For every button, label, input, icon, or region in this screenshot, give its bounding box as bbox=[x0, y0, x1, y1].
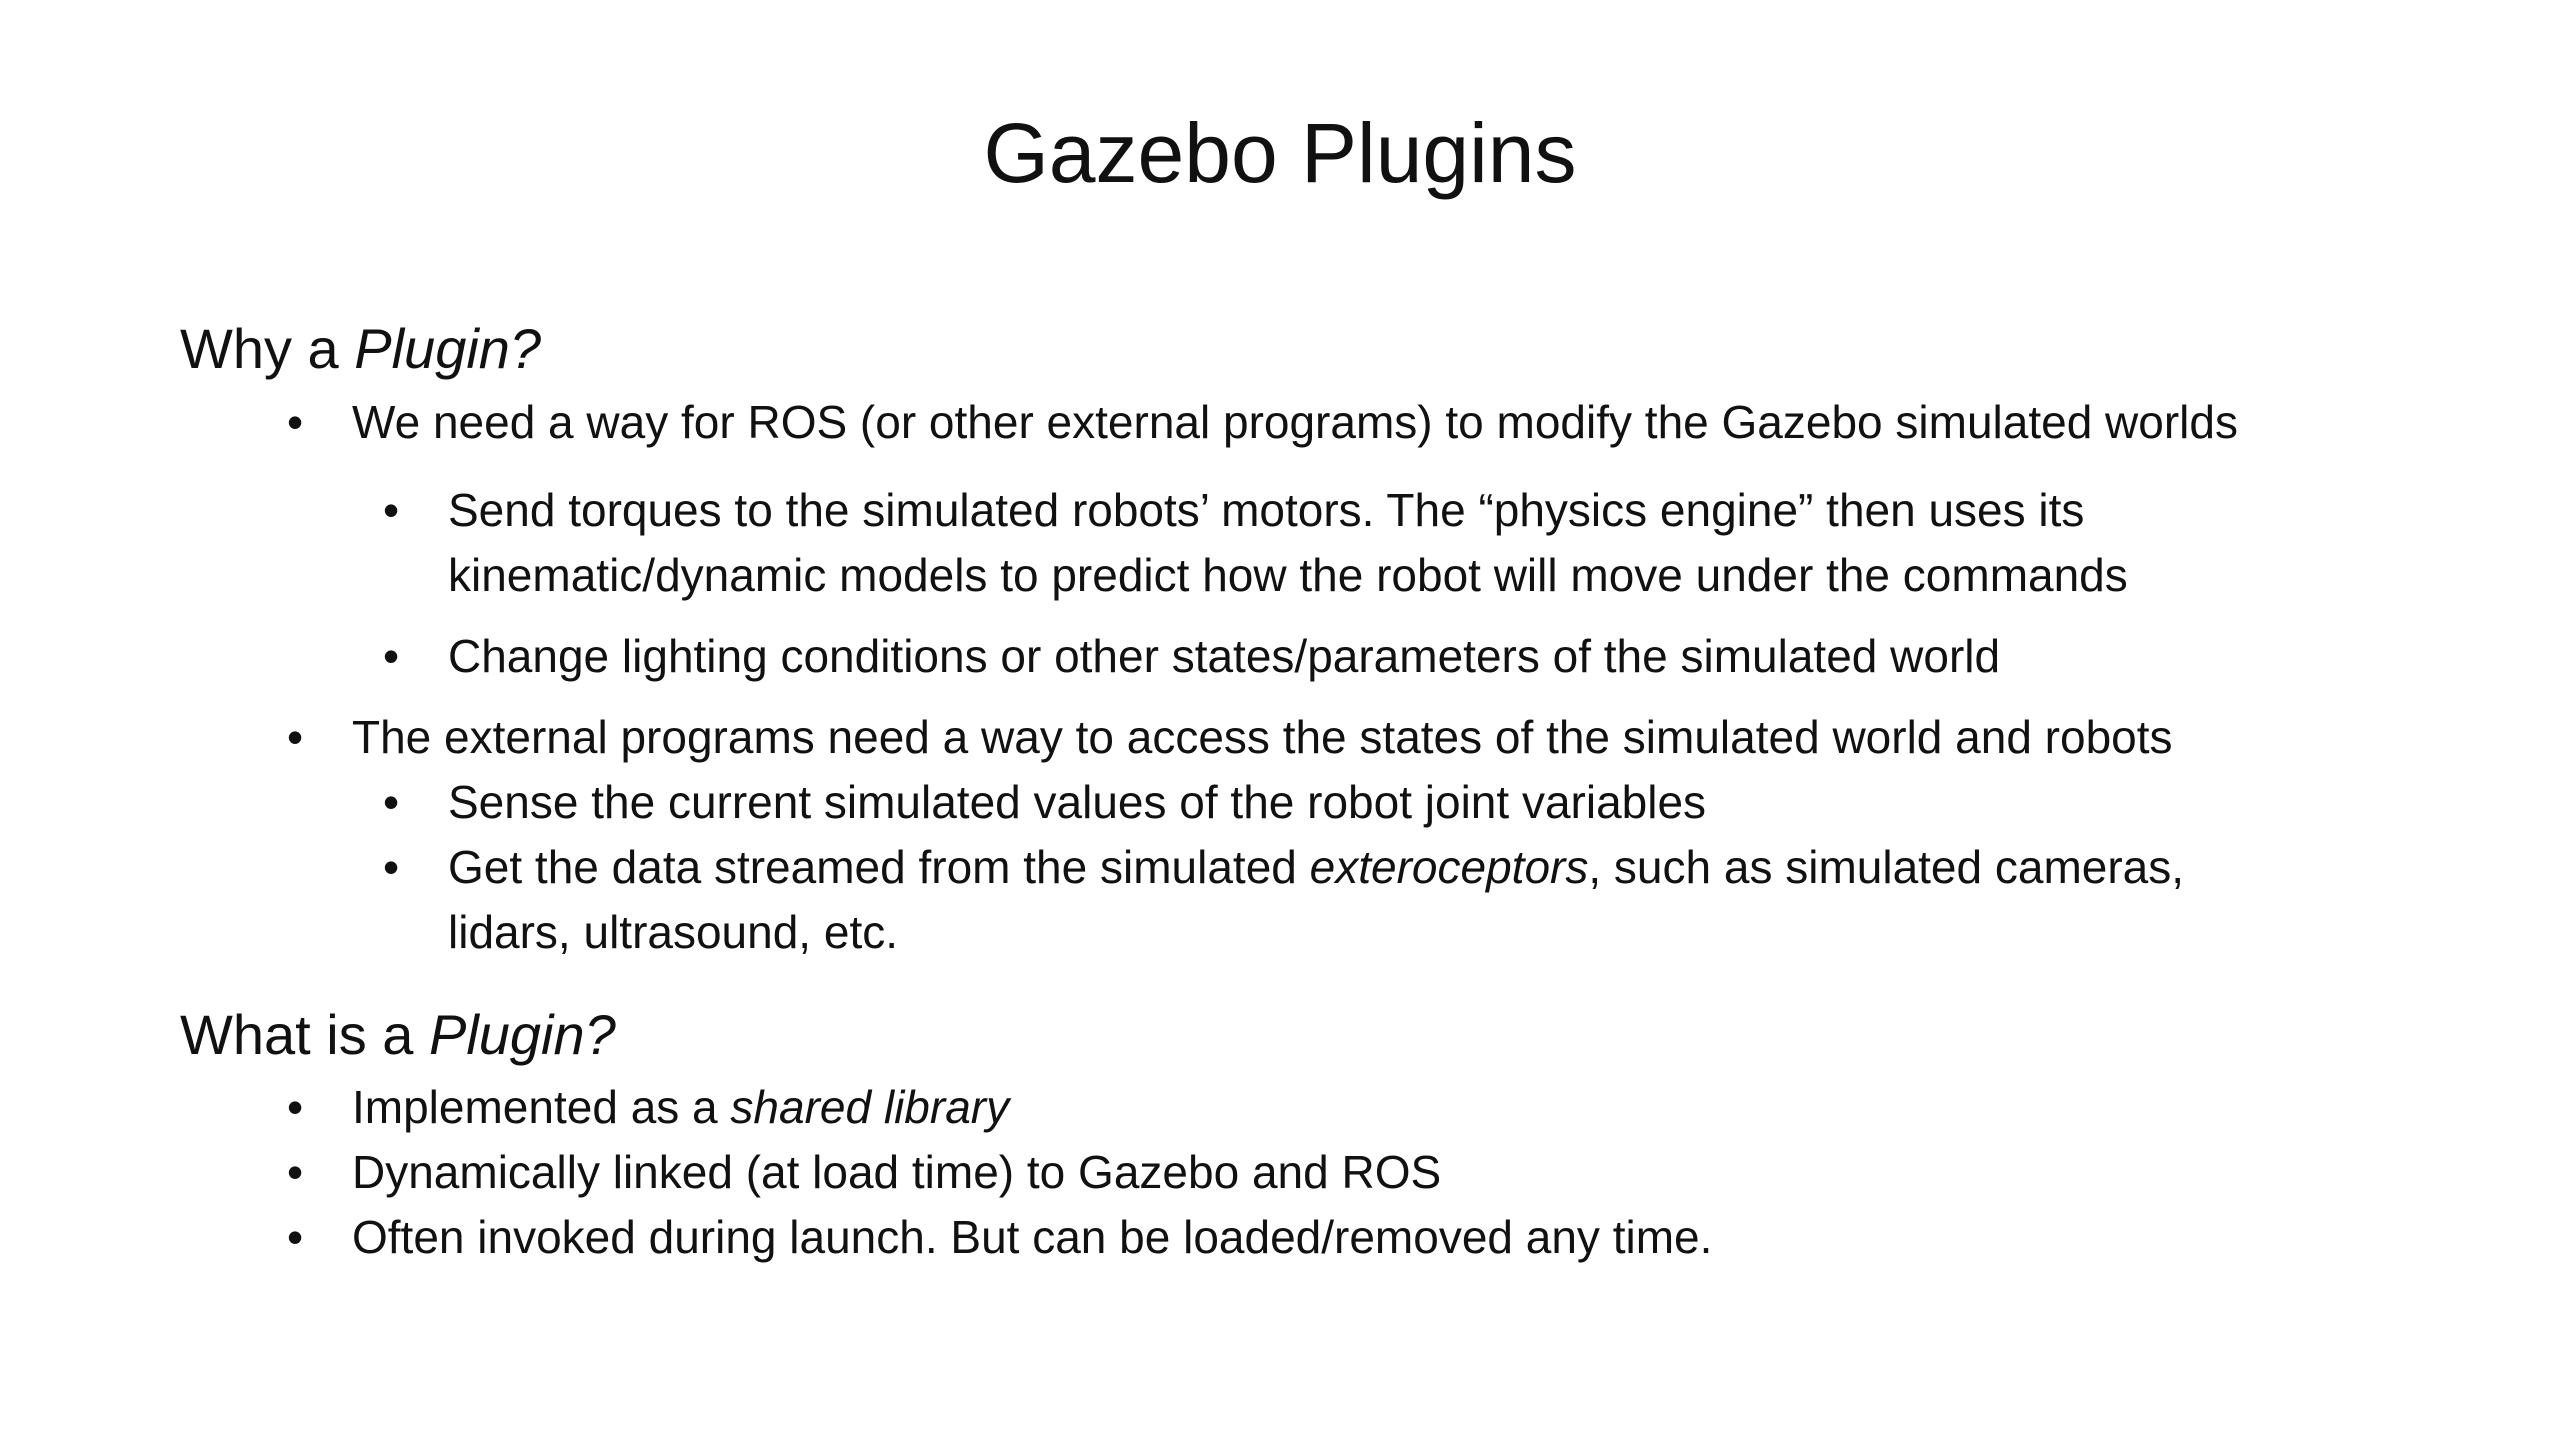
bullet-icon: • bbox=[286, 1211, 304, 1263]
bullet-icon: • bbox=[286, 1146, 304, 1198]
bullet-text: , such as simulated cameras, bbox=[1588, 841, 2185, 893]
bullet-item bbox=[286, 1140, 1442, 1205]
heading-emphasis: Plugin? bbox=[354, 317, 542, 380]
slide-title: Gazebo Plugins bbox=[983, 106, 1577, 200]
section-heading-why bbox=[180, 314, 541, 384]
bullet-icon: • bbox=[382, 484, 400, 536]
bullet-icon: • bbox=[286, 711, 304, 763]
bullet-text: We need a way for ROS (or other external programs) to modify the Gazebo simulated worlds bbox=[352, 396, 2238, 448]
bullet-icon: • bbox=[382, 776, 400, 828]
sub-bullet-item bbox=[382, 835, 2185, 965]
bullet-text: The external programs need a way to access the states of the simulated world and robots bbox=[352, 711, 2173, 763]
bullet-text: Change lighting conditions or other states/parameters of the simulated world bbox=[448, 630, 2001, 682]
bullet-text: Get the data streamed from the simulated bbox=[448, 841, 1310, 893]
sub-bullet-item bbox=[382, 478, 2128, 608]
bullet-text-line bbox=[448, 835, 2184, 900]
sub-bullet-item bbox=[382, 624, 2001, 689]
bullet-text: Often invoked during launch. But can be loaded/removed any time. bbox=[352, 1211, 1713, 1263]
bullet-text: Sense the current simulated values of the robot joint variables bbox=[448, 776, 1707, 828]
bullet-icon: • bbox=[286, 1081, 304, 1133]
bullet-icon: • bbox=[286, 396, 304, 448]
bullet-text: Dynamically linked (at load time) to Gazebo and ROS bbox=[352, 1146, 1442, 1198]
bullet-icon: • bbox=[382, 841, 400, 893]
bullet-text-line: lidars, ultrasound, etc. bbox=[448, 906, 899, 958]
bullet-item bbox=[286, 390, 2238, 455]
heading-text: What is a bbox=[180, 1003, 429, 1066]
bullet-item bbox=[286, 705, 2173, 770]
bullet-text-emphasis: exteroceptors bbox=[1309, 841, 1589, 893]
bullet-text: Implemented as a bbox=[352, 1081, 731, 1133]
bullet-text-line: kinematic/dynamic models to predict how the robot will move under the commands bbox=[448, 549, 2128, 601]
heading-emphasis: Plugin? bbox=[428, 1003, 616, 1066]
heading-text: Why a bbox=[180, 317, 355, 380]
bullet-text-emphasis: shared library bbox=[730, 1081, 1010, 1133]
bullet-icon: • bbox=[382, 630, 400, 682]
sub-bullet-item bbox=[382, 770, 1707, 835]
bullet-text-line: Send torques to the simulated robots’ motors. The “physics engine” then uses its bbox=[448, 484, 2085, 536]
bullet-item bbox=[286, 1205, 1713, 1270]
bullet-item bbox=[286, 1075, 1010, 1140]
section-heading-what bbox=[180, 1000, 616, 1070]
